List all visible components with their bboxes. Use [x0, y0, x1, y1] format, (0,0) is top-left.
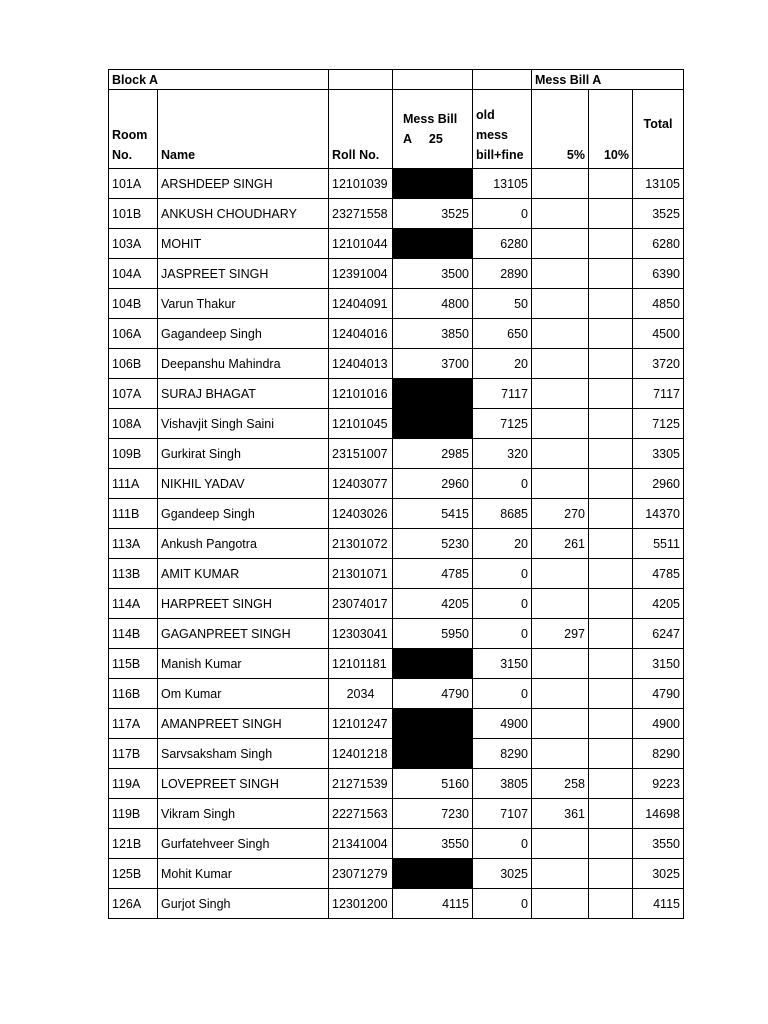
pct10-cell	[589, 469, 633, 499]
roll-cell: 12301200	[329, 889, 393, 919]
old-bill-cell: 13105	[473, 169, 532, 199]
col-room-header: Room No.	[109, 90, 158, 169]
pct10-cell	[589, 709, 633, 739]
total-cell: 6390	[633, 259, 684, 289]
table-row	[109, 259, 684, 289]
total-cell: 8290	[633, 739, 684, 769]
room-cell: 106B	[109, 349, 158, 379]
pct5-cell	[532, 859, 589, 889]
mess-bill-cell	[393, 229, 473, 259]
mess-bill-cell: 2960	[393, 469, 473, 499]
pct10-cell	[589, 619, 633, 649]
table-row	[109, 619, 684, 649]
old-bill-cell: 8290	[473, 739, 532, 769]
pct5-cell	[532, 709, 589, 739]
name-cell: Om Kumar	[158, 679, 329, 709]
room-cell: 113B	[109, 559, 158, 589]
name-cell: GAGANPREET SINGH	[158, 619, 329, 649]
roll-cell: 22271563	[329, 799, 393, 829]
old-bill-cell: 6280	[473, 229, 532, 259]
col-5pct-header: 5%	[532, 90, 589, 169]
table-row	[109, 229, 684, 259]
total-cell: 9223	[633, 769, 684, 799]
old-bill-cell: 20	[473, 349, 532, 379]
table-row	[109, 559, 684, 589]
roll-cell: 12101181	[329, 649, 393, 679]
room-cell: 119A	[109, 769, 158, 799]
pct10-cell	[589, 499, 633, 529]
roll-cell: 12101247	[329, 709, 393, 739]
pct10-cell	[589, 379, 633, 409]
mess-bill-cell: 4790	[393, 679, 473, 709]
mess-bill-table	[108, 69, 684, 919]
pct10-cell	[589, 589, 633, 619]
table-row	[109, 529, 684, 559]
pct10-cell	[589, 229, 633, 259]
mess-bill-cell: 2985	[393, 439, 473, 469]
old-bill-cell: 2890	[473, 259, 532, 289]
room-cell: 106A	[109, 319, 158, 349]
room-cell: 116B	[109, 679, 158, 709]
roll-cell: 12403026	[329, 499, 393, 529]
pct10-cell	[589, 739, 633, 769]
name-cell: ARSHDEEP SINGH	[158, 169, 329, 199]
roll-cell: 2034	[329, 679, 393, 709]
roll-cell: 21301072	[329, 529, 393, 559]
pct10-cell	[589, 859, 633, 889]
roll-cell: 23271558	[329, 199, 393, 229]
roll-cell: 12403077	[329, 469, 393, 499]
mess-bill-cell: 5950	[393, 619, 473, 649]
name-cell: HARPREET SINGH	[158, 589, 329, 619]
col-roll-header: Roll No.	[329, 90, 393, 169]
pct10-cell	[589, 349, 633, 379]
pct5-cell	[532, 739, 589, 769]
total-cell: 3150	[633, 649, 684, 679]
roll-cell: 12303041	[329, 619, 393, 649]
room-cell: 108A	[109, 409, 158, 439]
old-bill-cell: 0	[473, 199, 532, 229]
mess-bill-cell: 5230	[393, 529, 473, 559]
mess-bill-label: Mess Bill A	[532, 70, 684, 90]
pct5-cell	[532, 649, 589, 679]
header-blank-mess	[393, 70, 473, 90]
pct10-cell	[589, 529, 633, 559]
table-row	[109, 739, 684, 769]
old-bill-cell: 7125	[473, 409, 532, 439]
mess-bill-cell: 4785	[393, 559, 473, 589]
pct10-cell	[589, 679, 633, 709]
pct10-cell	[589, 829, 633, 859]
old-bill-cell: 50	[473, 289, 532, 319]
name-cell: ANKUSH CHOUDHARY	[158, 199, 329, 229]
mess-bill-cell	[393, 649, 473, 679]
table-row	[109, 589, 684, 619]
total-cell: 4900	[633, 709, 684, 739]
total-cell: 4850	[633, 289, 684, 319]
roll-cell: 23071279	[329, 859, 393, 889]
mess-bill-cell: 3500	[393, 259, 473, 289]
header-row	[109, 90, 684, 169]
table-row	[109, 679, 684, 709]
room-cell: 104B	[109, 289, 158, 319]
room-cell: 104A	[109, 259, 158, 289]
name-cell: AMANPREET SINGH	[158, 709, 329, 739]
table-row	[109, 469, 684, 499]
pct5-cell	[532, 409, 589, 439]
pct5-cell: 258	[532, 769, 589, 799]
old-bill-cell: 7117	[473, 379, 532, 409]
col-10pct-header: 10%	[589, 90, 633, 169]
name-cell: Manish Kumar	[158, 649, 329, 679]
pct5-cell	[532, 469, 589, 499]
room-cell: 121B	[109, 829, 158, 859]
table-row	[109, 379, 684, 409]
total-cell: 6247	[633, 619, 684, 649]
table-row	[109, 289, 684, 319]
pct5-cell	[532, 889, 589, 919]
name-cell: Sarvsaksham Singh	[158, 739, 329, 769]
name-cell: Varun Thakur	[158, 289, 329, 319]
old-bill-cell: 650	[473, 319, 532, 349]
name-cell: Gagandeep Singh	[158, 319, 329, 349]
pct5-cell	[532, 199, 589, 229]
old-bill-cell: 7107	[473, 799, 532, 829]
total-cell: 3525	[633, 199, 684, 229]
pct5-cell	[532, 589, 589, 619]
table-row	[109, 409, 684, 439]
mess-bill-cell: 3700	[393, 349, 473, 379]
mess-bill-cell: 4205	[393, 589, 473, 619]
pct5-cell	[532, 169, 589, 199]
pct5-cell	[532, 379, 589, 409]
room-cell: 117B	[109, 739, 158, 769]
roll-cell: 23151007	[329, 439, 393, 469]
mess-bill-cell	[393, 379, 473, 409]
mess-bill-cell: 7230	[393, 799, 473, 829]
table-row	[109, 769, 684, 799]
room-cell: 101A	[109, 169, 158, 199]
total-cell: 14370	[633, 499, 684, 529]
table-row	[109, 199, 684, 229]
pct5-cell: 361	[532, 799, 589, 829]
pct5-cell	[532, 829, 589, 859]
mess-bill-cell: 3550	[393, 829, 473, 859]
col-name-header: Name	[158, 90, 329, 169]
mess-bill-cell: 5415	[393, 499, 473, 529]
table-row	[109, 499, 684, 529]
total-cell: 5511	[633, 529, 684, 559]
roll-cell: 21271539	[329, 769, 393, 799]
pct10-cell	[589, 439, 633, 469]
name-cell: Gurjot Singh	[158, 889, 329, 919]
roll-cell: 21341004	[329, 829, 393, 859]
name-cell: Deepanshu Mahindra	[158, 349, 329, 379]
table-row	[109, 319, 684, 349]
room-cell: 113A	[109, 529, 158, 559]
header-blank-roll	[329, 70, 393, 90]
old-bill-cell: 0	[473, 589, 532, 619]
block-label: Block A	[109, 70, 329, 90]
roll-cell: 12101045	[329, 409, 393, 439]
col-old-header: old mess bill+fine	[473, 90, 532, 169]
mess-bill-cell	[393, 859, 473, 889]
pct10-cell	[589, 319, 633, 349]
mess-bill-cell: 5160	[393, 769, 473, 799]
mess-bill-cell: 3850	[393, 319, 473, 349]
mess-bill-cell	[393, 169, 473, 199]
old-bill-cell: 20	[473, 529, 532, 559]
roll-cell: 12101016	[329, 379, 393, 409]
total-cell: 4790	[633, 679, 684, 709]
mess-bill-cell	[393, 739, 473, 769]
roll-cell: 12101044	[329, 229, 393, 259]
pct10-cell	[589, 409, 633, 439]
total-cell: 14698	[633, 799, 684, 829]
pct5-cell: 297	[532, 619, 589, 649]
mess-bill-cell: 4115	[393, 889, 473, 919]
old-bill-cell: 0	[473, 469, 532, 499]
name-cell: Ankush Pangotra	[158, 529, 329, 559]
pct10-cell	[589, 889, 633, 919]
total-cell: 4500	[633, 319, 684, 349]
name-cell: Gurfatehveer Singh	[158, 829, 329, 859]
table-row	[109, 799, 684, 829]
room-cell: 114B	[109, 619, 158, 649]
room-cell: 125B	[109, 859, 158, 889]
old-bill-cell: 0	[473, 829, 532, 859]
old-bill-cell: 320	[473, 439, 532, 469]
room-cell: 107A	[109, 379, 158, 409]
room-cell: 114A	[109, 589, 158, 619]
old-bill-cell: 3805	[473, 769, 532, 799]
roll-cell: 21301071	[329, 559, 393, 589]
pct10-cell	[589, 649, 633, 679]
old-bill-cell: 0	[473, 619, 532, 649]
header-blank-old	[473, 70, 532, 90]
table-row	[109, 169, 684, 199]
pct5-cell: 270	[532, 499, 589, 529]
table-row	[109, 829, 684, 859]
table-row	[109, 889, 684, 919]
old-bill-cell: 3025	[473, 859, 532, 889]
room-cell: 109B	[109, 439, 158, 469]
total-cell: 3305	[633, 439, 684, 469]
room-cell: 119B	[109, 799, 158, 829]
room-cell: 101B	[109, 199, 158, 229]
room-cell: 111B	[109, 499, 158, 529]
total-cell: 4115	[633, 889, 684, 919]
name-cell: NIKHIL YADAV	[158, 469, 329, 499]
pct5-cell	[532, 229, 589, 259]
col-total-header: Total	[633, 90, 684, 169]
mess-bill-cell: 4800	[393, 289, 473, 319]
old-bill-cell: 4900	[473, 709, 532, 739]
roll-cell: 12404091	[329, 289, 393, 319]
pct10-cell	[589, 199, 633, 229]
total-cell: 3550	[633, 829, 684, 859]
table-row	[109, 649, 684, 679]
mess-bill-cell: 3525	[393, 199, 473, 229]
roll-cell: 12401218	[329, 739, 393, 769]
name-cell: SURAJ BHAGAT	[158, 379, 329, 409]
old-bill-cell: 0	[473, 559, 532, 589]
roll-cell: 12101039	[329, 169, 393, 199]
name-cell: Vishavjit Singh Saini	[158, 409, 329, 439]
pct10-cell	[589, 259, 633, 289]
header-top-row	[109, 70, 684, 90]
name-cell: LOVEPREET SINGH	[158, 769, 329, 799]
total-cell: 4205	[633, 589, 684, 619]
name-cell: Gurkirat Singh	[158, 439, 329, 469]
table-row	[109, 439, 684, 469]
pct10-cell	[589, 169, 633, 199]
name-cell: Mohit Kumar	[158, 859, 329, 889]
old-bill-cell: 3150	[473, 649, 532, 679]
old-bill-cell: 0	[473, 679, 532, 709]
room-cell: 117A	[109, 709, 158, 739]
table-row	[109, 709, 684, 739]
pct5-cell	[532, 679, 589, 709]
table-row	[109, 859, 684, 889]
pct10-cell	[589, 769, 633, 799]
total-cell: 4785	[633, 559, 684, 589]
room-cell: 103A	[109, 229, 158, 259]
roll-cell: 12391004	[329, 259, 393, 289]
room-cell: 115B	[109, 649, 158, 679]
roll-cell: 23074017	[329, 589, 393, 619]
total-cell: 2960	[633, 469, 684, 499]
roll-cell: 12404013	[329, 349, 393, 379]
pct5-cell	[532, 259, 589, 289]
name-cell: AMIT KUMAR	[158, 559, 329, 589]
pct5-cell	[532, 319, 589, 349]
mess-bill-cell	[393, 409, 473, 439]
total-cell: 3025	[633, 859, 684, 889]
pct10-cell	[589, 799, 633, 829]
name-cell: Vikram Singh	[158, 799, 329, 829]
roll-cell: 12404016	[329, 319, 393, 349]
pct5-cell	[532, 559, 589, 589]
total-cell: 13105	[633, 169, 684, 199]
total-cell: 7125	[633, 409, 684, 439]
pct10-cell	[589, 289, 633, 319]
pct5-cell: 261	[532, 529, 589, 559]
pct10-cell	[589, 559, 633, 589]
old-bill-cell: 8685	[473, 499, 532, 529]
pct5-cell	[532, 439, 589, 469]
room-cell: 126A	[109, 889, 158, 919]
name-cell: MOHIT	[158, 229, 329, 259]
col-mess-bill-header: Mess Bill A 25	[393, 90, 473, 169]
total-cell: 6280	[633, 229, 684, 259]
mess-bill-cell	[393, 709, 473, 739]
pct5-cell	[532, 289, 589, 319]
pct5-cell	[532, 349, 589, 379]
name-cell: JASPREET SINGH	[158, 259, 329, 289]
total-cell: 7117	[633, 379, 684, 409]
old-bill-cell: 0	[473, 889, 532, 919]
table-row	[109, 349, 684, 379]
room-cell: 111A	[109, 469, 158, 499]
total-cell: 3720	[633, 349, 684, 379]
name-cell: Ggandeep Singh	[158, 499, 329, 529]
